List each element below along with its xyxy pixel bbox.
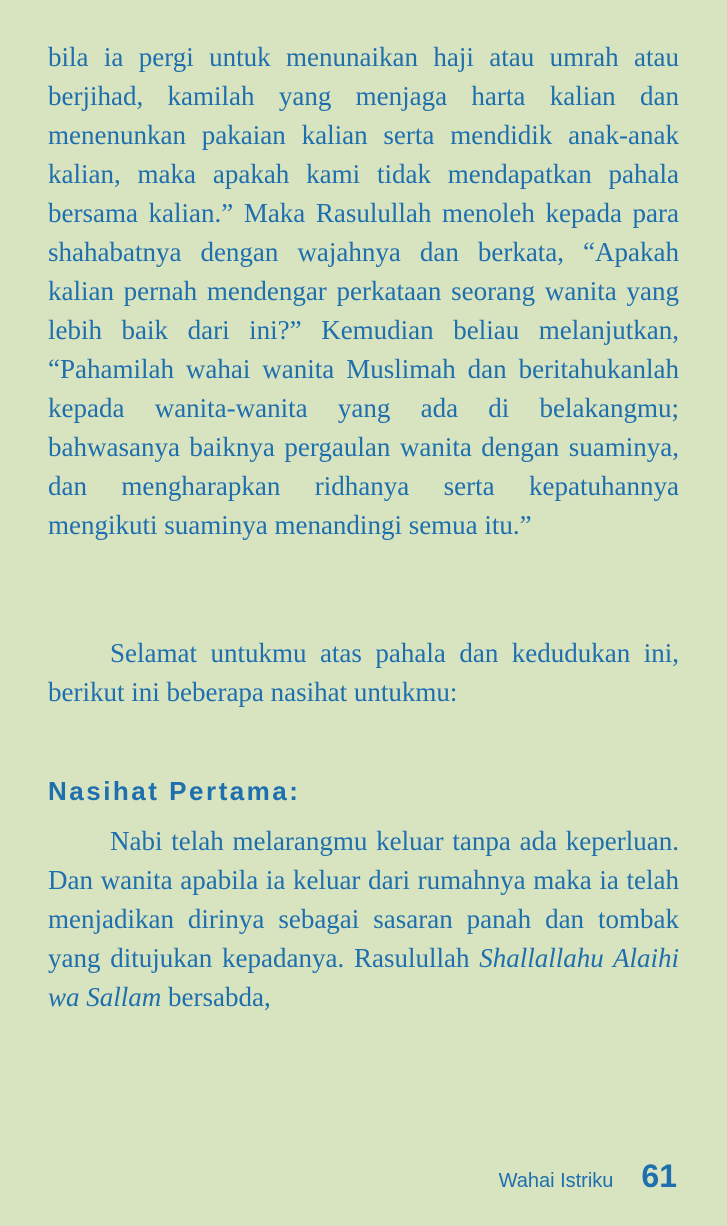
page-number: 61 [641, 1158, 677, 1194]
body-paragraph: Selamat untukmu atas pahala dan kedudukan ini, berikut ini beberapa nasihat untukmu: [48, 638, 679, 707]
paragraph-text: Nabi telah melarangmu keluar tanpa ada keperluan. Dan wanita apabila ia keluar dari rumahnya maka ia telah menjadikan dirinya sebagai sasaran panah dan tombak yang ditujukan kepadanya. Rasulullah [48, 826, 679, 973]
body-paragraph: bila ia pergi untuk menunaikan haji atau umrah atau berjihad, kamilah yang menjaga harta kalian dan menenunkan pakaian kalian serta mendidik anak-anak kalian, maka apakah kami tidak mendapatkan pahala bersama kalian.” Maka Rasulullah menoleh kepada para shahabatnya dengan wajahnya dan berkata, “Apakah kalian pernah mendengar perkataan seorang wanita yang lebih baik dari ini?” Kemudian beliau melanjutkan, “Pahamilah wahai wanita Muslimah dan beritahukanlah kepada wanita-wanita yang ada di belakangmu; bahwasanya baiknya pergaulan wanita dengan suaminya, dan mengharapkan ridhanya serta kepatuhannya mengikuti suaminya menandingi semua itu.” [48, 42, 679, 540]
body-paragraph [48, 822, 679, 1017]
page-footer [499, 1158, 677, 1195]
running-title: Wahai Istriku [498, 1170, 614, 1192]
section-heading: Nasihat Pertama: [48, 776, 301, 806]
paragraph-text: bersabda, [161, 982, 271, 1012]
honorific-italic: Shallallahu Alaihi wa Sallam [48, 943, 679, 1012]
